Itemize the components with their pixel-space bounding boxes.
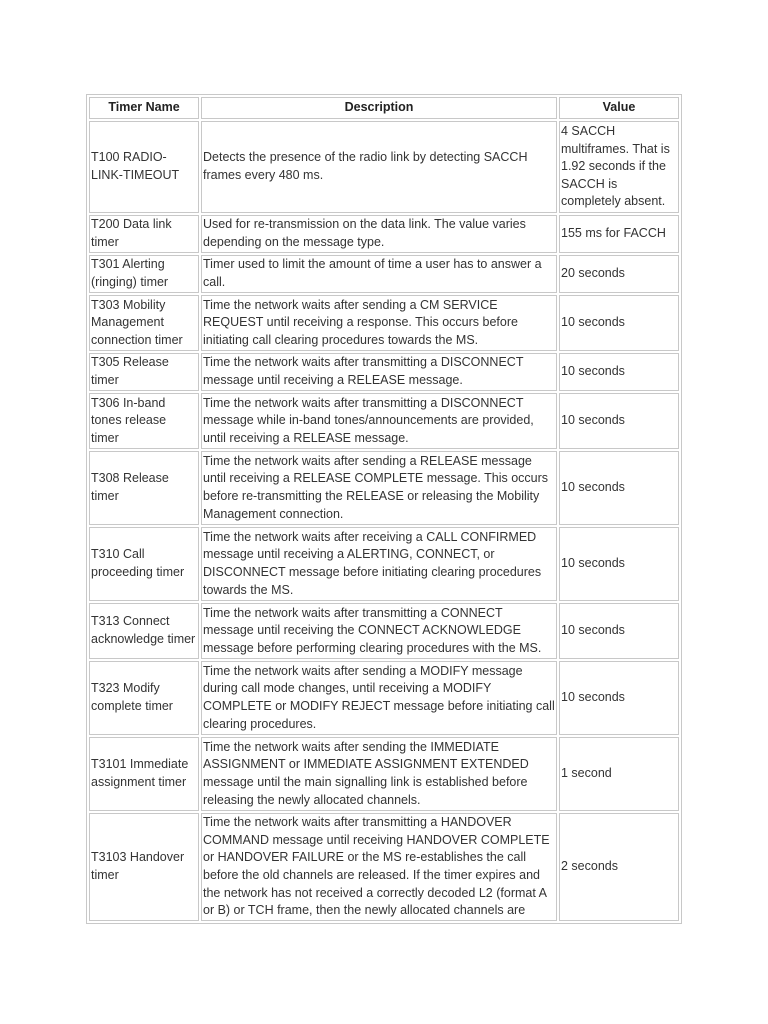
- table-row: [89, 603, 679, 659]
- table-row: [89, 813, 679, 921]
- description-cell: Time the network waits after transmitting a DISCONNECT message until receiving a RELEASE message.: [201, 353, 557, 391]
- table-row: [89, 527, 679, 601]
- timer-name-cell: T200 Data link timer: [89, 215, 199, 253]
- value-cell: 10 seconds: [559, 295, 679, 351]
- timer-name-cell: T305 Release timer: [89, 353, 199, 391]
- description-cell: Time the network waits after sending the IMMEDIATE ASSIGNMENT or IMMEDIATE ASSIGNMENT EXTENDED message until the main signalling link is established before releasing the newly allocated channels.: [201, 737, 557, 811]
- table-row: [89, 295, 679, 351]
- value-cell: 155 ms for FACCH: [559, 215, 679, 253]
- timer-name-cell: T301 Alerting (ringing) timer: [89, 255, 199, 293]
- header-timer-name: Timer Name: [89, 97, 199, 119]
- timer-name-cell: T3101 Immediate assignment timer: [89, 737, 199, 811]
- table-row: [89, 661, 679, 735]
- value-cell: 1 second: [559, 737, 679, 811]
- description-cell: Used for re-transmission on the data link. The value varies depending on the message type.: [201, 215, 557, 253]
- value-cell: 4 SACCH multiframes. That is 1.92 seconds if the SACCH is completely absent.: [559, 121, 679, 213]
- table-row: [89, 737, 679, 811]
- description-cell: Time the network waits after transmitting a CONNECT message until receiving the CONNECT ACKNOWLEDGE message before performing clearing procedures with the MS.: [201, 603, 557, 659]
- description-cell: Time the network waits after transmitting a DISCONNECT message while in-band tones/announcements are provided, until receiving a RELEASE message.: [201, 393, 557, 449]
- description-cell: Time the network waits after transmitting a HANDOVER COMMAND message until receiving HANDOVER COMPLETE or HANDOVER FAILURE or the MS re-establishes the call before the old channels are released. If the timer expires and the network has not received a correctly decoded L2 (format A or B) or TCH frame, then the newly allocated channels are: [201, 813, 557, 921]
- description-cell: Timer used to limit the amount of time a user has to answer a call.: [201, 255, 557, 293]
- document-page: [86, 94, 682, 924]
- timer-name-cell: T310 Call proceeding timer: [89, 527, 199, 601]
- value-cell: 10 seconds: [559, 353, 679, 391]
- timer-name-cell: T303 Mobility Management connection timer: [89, 295, 199, 351]
- table-row: [89, 393, 679, 449]
- timer-name-cell: T3103 Handover timer: [89, 813, 199, 921]
- timer-name-cell: T323 Modify complete timer: [89, 661, 199, 735]
- description-cell: Detects the presence of the radio link by detecting SACCH frames every 480 ms.: [201, 121, 557, 213]
- value-cell: 10 seconds: [559, 451, 679, 525]
- table-row: [89, 353, 679, 391]
- timer-name-cell: T313 Connect acknowledge timer: [89, 603, 199, 659]
- table-row: [89, 451, 679, 525]
- table-row: [89, 121, 679, 213]
- timer-name-cell: T308 Release timer: [89, 451, 199, 525]
- table-row: [89, 255, 679, 293]
- header-value: Value: [559, 97, 679, 119]
- value-cell: 10 seconds: [559, 661, 679, 735]
- description-cell: Time the network waits after receiving a CALL CONFIRMED message until receiving a ALERTING, CONNECT, or DISCONNECT message before initiating clearing procedures towards the MS.: [201, 527, 557, 601]
- value-cell: 2 seconds: [559, 813, 679, 921]
- header-description: Description: [201, 97, 557, 119]
- timer-name-cell: T100 RADIO-LINK-TIMEOUT: [89, 121, 199, 213]
- value-cell: 10 seconds: [559, 603, 679, 659]
- value-cell: 20 seconds: [559, 255, 679, 293]
- table-row: [89, 215, 679, 253]
- timer-table: [86, 94, 682, 924]
- timer-name-cell: T306 In-band tones release timer: [89, 393, 199, 449]
- table-header-row: [89, 97, 679, 119]
- description-cell: Time the network waits after sending a CM SERVICE REQUEST until receiving a response. This occurs before initiating call clearing procedures towards the MS.: [201, 295, 557, 351]
- value-cell: 10 seconds: [559, 527, 679, 601]
- description-cell: Time the network waits after sending a MODIFY message during call mode changes, until receiving a MODIFY COMPLETE or MODIFY REJECT message before initiating call clearing procedures.: [201, 661, 557, 735]
- description-cell: Time the network waits after sending a RELEASE message until receiving a RELEASE COMPLETE message. This occurs before re-transmitting the RELEASE or releasing the Mobility Management connection.: [201, 451, 557, 525]
- value-cell: 10 seconds: [559, 393, 679, 449]
